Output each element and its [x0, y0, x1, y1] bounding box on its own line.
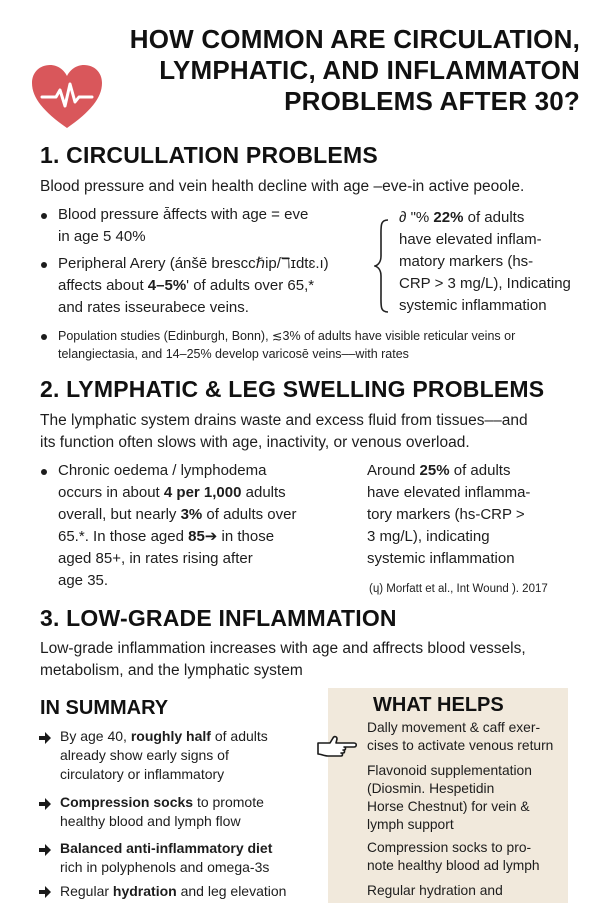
bullet-line	[58, 504, 296, 526]
bullet-text-small	[58, 327, 515, 363]
text-run: and leg elevation	[176, 883, 287, 899]
helps-line: Flavonoid supplementation	[367, 763, 532, 778]
bullet-line	[58, 526, 296, 548]
text-run: ' of adults over 65,*	[186, 277, 315, 294]
helps-line: Compression socks to pro-	[367, 840, 532, 855]
summary-line	[60, 882, 286, 901]
curly-brace-icon	[374, 218, 390, 314]
arrow-right-icon	[38, 731, 52, 745]
intro-line: its function often slows with age, inactivity, or venous overload.	[40, 434, 470, 451]
stat-value: roughly half	[130, 728, 211, 744]
section-heading-circulation: 1. CIRCULLATION PROBLEMS	[40, 142, 378, 168]
stat-value: hydration	[112, 883, 177, 899]
text-run: to promote	[193, 794, 264, 810]
pointing-hand-icon	[316, 734, 358, 760]
side-note-line: have elevated inflamma-	[367, 484, 531, 501]
summary-item	[60, 882, 286, 901]
summary-item	[60, 839, 272, 877]
intro-line: metabolism, and the lymphatic system	[40, 662, 303, 679]
helps-item	[367, 882, 563, 900]
helps-line: note healthy blood ad lymph	[367, 858, 540, 873]
bullet-line: in age 5 40%	[58, 228, 146, 245]
text-run: of adults over	[202, 506, 297, 523]
text-run: of adults	[463, 209, 525, 226]
arrow-right-icon	[38, 885, 52, 899]
text-run: adults	[241, 484, 286, 501]
bullet-dot	[41, 469, 47, 475]
title-line: HOW COMMON ARE CIRCULATION,	[129, 24, 580, 54]
bullet-line: Population studies (Edinburgh, Bonn), ≲3% of adults have visible reticular veins or	[58, 329, 516, 343]
helps-item	[367, 762, 563, 834]
heart-pulse-icon	[30, 64, 104, 130]
text-run: overall, but nearly	[58, 506, 181, 523]
arrow-right-icon	[38, 797, 52, 811]
bullet-line: and rates isseurabece veins.	[58, 299, 249, 316]
bullet-line	[58, 482, 296, 504]
stat-value: Balanced anti-inflammatory diet	[60, 840, 273, 856]
arrow-right-icon	[38, 843, 52, 857]
side-note-line: 3 mg/L), indicating	[367, 528, 490, 545]
bullet-dot	[41, 262, 47, 268]
side-note-inflammation	[399, 207, 571, 317]
summary-item	[60, 793, 264, 831]
summary-line: circulatory or inflammatory	[60, 766, 225, 782]
helps-item	[367, 719, 563, 755]
page-title	[100, 24, 580, 117]
bullet-text	[58, 253, 329, 319]
text-run: of adults	[210, 728, 268, 744]
summary-line: healthy blood and lymph flow	[60, 813, 241, 829]
helps-item	[367, 839, 563, 875]
summary-line	[60, 793, 264, 812]
side-note-line: tory markers (hs-CRP >	[367, 506, 525, 523]
section-intro	[40, 410, 528, 454]
stat-value: Compression socks	[60, 794, 194, 810]
text-run: affects about	[58, 277, 148, 294]
section-heading-inflammation: 3. LOW-GRADE INFLAMMATION	[40, 605, 397, 631]
text-run: ∂ "%	[399, 209, 434, 226]
helps-line: (Diosmin. Hespetidin	[367, 781, 495, 796]
stat-value: 4 per 1,000	[163, 484, 242, 501]
text-run: of adults	[449, 462, 511, 479]
side-note-line	[399, 207, 571, 229]
side-note-line	[367, 460, 530, 482]
helps-line: lymph support	[367, 817, 454, 832]
text-run: Around	[367, 462, 420, 479]
side-note-line: systemic inflammation	[399, 297, 547, 314]
bullet-line: telangiectasia, and 14–25% develop varicosē veins––with rates	[58, 347, 409, 361]
bullet-line: Chronic oedema / lymphodema	[58, 462, 267, 479]
side-note-line: CRP > 3 mg/L), Indicating	[399, 275, 571, 292]
summary-line	[60, 727, 268, 746]
stat-value: 3%	[180, 506, 203, 523]
helps-line: cises to activate venous return	[367, 738, 554, 753]
text-run: Regular	[60, 883, 113, 899]
stat-value: 85➔	[188, 528, 218, 545]
text-run: in those	[217, 528, 275, 545]
bullet-dot	[41, 334, 47, 340]
summary-heading: IN SUMMARY	[40, 697, 169, 719]
title-line: LYMPHATIC, AND INFLAMMATON	[159, 55, 580, 85]
side-note-line: have elevated inflam-	[399, 231, 542, 248]
section-intro	[40, 638, 526, 682]
side-note-line: systemic inflammation	[367, 550, 515, 567]
intro-line: Low-grade inflammation increases with age and affrects blood vessels,	[40, 640, 526, 657]
text-run: 65.*. In those aged	[58, 528, 189, 545]
bullet-text	[58, 204, 308, 248]
helps-line: Dally movement & caff exer-	[367, 720, 541, 735]
bullet-text	[58, 460, 296, 592]
side-note-line: matory markers (hs-	[399, 253, 534, 270]
bullet-line: aged 85+, in rates rising after	[58, 550, 253, 567]
stat-value: 22%	[433, 209, 464, 226]
side-note-inflammation	[367, 460, 530, 570]
bullet-line: age 35.	[58, 572, 109, 589]
bullet-line: Peripheral Arery (ánšē bresccℏip/ℸɪdtɛ.ı)	[58, 255, 329, 272]
bullet-dot	[41, 213, 47, 219]
what-helps-heading: WHAT HELPS	[373, 694, 504, 716]
text-run: By age 40,	[60, 728, 131, 744]
intro-line: The lymphatic system drains waste and excess fluid from tissues––and	[40, 412, 528, 429]
bullet-line: Blood pressure ǡffects with age = eve	[58, 206, 309, 223]
helps-line: Regular hydration and	[367, 883, 503, 898]
summary-line	[60, 839, 272, 858]
text-run: occurs in about	[58, 484, 164, 501]
section-heading-lymphatic: 2. LYMPHATIC & LEG SWELLING PROBLEMS	[40, 376, 545, 402]
summary-line: rich in polyphenols and omega-3s	[60, 859, 270, 875]
section-intro: Blood pressure and vein health decline with age –eve-in active peoole.	[40, 178, 525, 195]
citation: (ɥ) Morfatt et al., Int Wound ). 2017	[369, 583, 548, 595]
bullet-line	[58, 275, 329, 297]
stat-value: 25%	[419, 462, 450, 479]
stat-value: 4–5%	[147, 277, 187, 294]
helps-line: Horse Chestnut) for vein &	[367, 799, 530, 814]
summary-line: already show early signs of	[60, 747, 229, 763]
summary-item	[60, 727, 268, 784]
title-line: PROBLEMS AFTER 30?	[284, 86, 580, 116]
